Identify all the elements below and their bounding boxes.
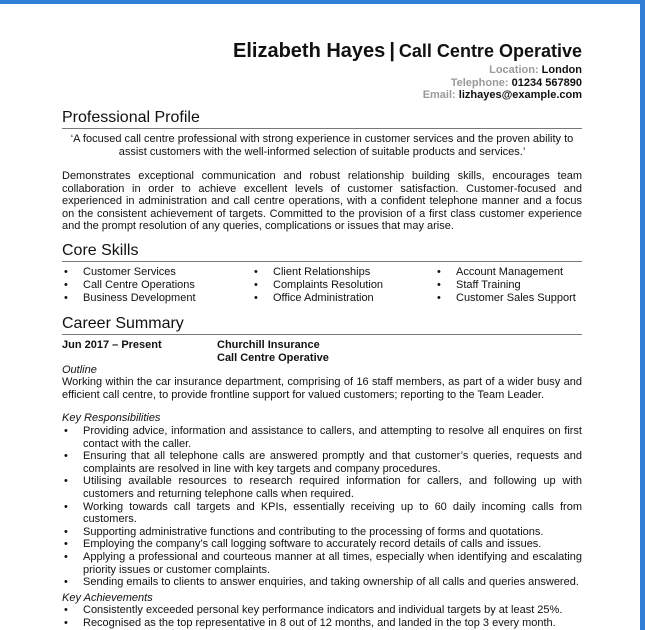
responsibility-item: • Applying a professional and courteous manner at all times, especially when identifying and escalating priority issues or customer complaints. <box>62 551 582 576</box>
page-frame-top <box>0 0 640 4</box>
skill-item: • Customer Services <box>62 266 252 279</box>
responsibility-item: • Employing the company’s call logging software to accurately record details of calls and issues. <box>62 538 582 551</box>
skill-item: • Office Administration <box>252 292 435 305</box>
skill-item: • Call Centre Operations <box>62 279 252 292</box>
skill-item: • Staff Training <box>435 279 582 292</box>
skills-column-3 <box>435 266 582 305</box>
achievement-item: • Recognised as the top representative in 8 out of 12 months, and landed in the top 3 every month. <box>62 617 582 630</box>
job-dates: Jun 2017 – Present <box>62 339 162 351</box>
location-value: London <box>541 64 582 76</box>
location-line <box>62 64 582 77</box>
telephone-label: Telephone: <box>450 76 509 89</box>
achievements-list <box>62 604 582 629</box>
achievements-label: Key Achievements <box>62 592 153 604</box>
skills-list <box>62 266 582 305</box>
responsibilities-label: Key Responsibilities <box>62 412 161 424</box>
section-title-career: Career Summary <box>62 314 582 335</box>
name-separator: | <box>389 40 395 62</box>
responsibilities-list <box>62 425 582 589</box>
responsibility-item: • Sending emails to clients to answer enquiries, and taking ownership of all calls and queries answered. <box>62 576 582 589</box>
skill-item: • Customer Sales Support <box>435 292 582 305</box>
responsibility-item: • Ensuring that all telephone calls are answered promptly and that customer’s queries, requests and complaints are resolved in line with key targets and company procedures. <box>62 450 582 475</box>
outline-label: Outline <box>62 364 97 376</box>
job-position: Call Centre Operative <box>217 351 329 364</box>
email-value: lizhayes@example.com <box>458 89 582 101</box>
skills-column-1 <box>62 266 252 305</box>
outline-text: Working within the car insurance department, comprising of 16 staff members, as part of a wider busy and efficient call centre, to provide frontline support for valued customers; reporting to the Team Leader. <box>62 376 582 401</box>
responsibility-item: • Supporting administrative functions and contributing to the processing of forms and quotations. <box>62 526 582 539</box>
location-label: Location: <box>489 64 539 76</box>
section-title-profile: Professional Profile <box>62 108 582 129</box>
skills-column-2 <box>252 266 435 305</box>
section-title-skills: Core Skills <box>62 241 582 262</box>
responsibility-item: • Providing advice, information and assistance to callers, and attempting to resolve all enquires on first contact with the caller. <box>62 425 582 450</box>
job-employer-block <box>217 339 329 364</box>
responsibility-item: • Utilising available resources to research required information for callers, and following up with customers and returning telephone calls when required. <box>62 475 582 500</box>
skill-item: • Complaints Resolution <box>252 279 435 292</box>
profile-paragraph: Demonstrates exceptional communication and robust relationship building skills, encourages team collaboration in order to achieve excellent levels of customer satisfaction. Customer-focused and experienced in administration and call centre operations, with a confident telephone manner and a focus on the consistent achievement of targets. Committed to the provision of a first class customer experience and the prompt resolution of any queries, complications or issues that may arise. <box>62 170 582 233</box>
skill-item: • Client Relationships <box>252 266 435 279</box>
cv-header <box>62 38 582 102</box>
telephone-value: 01234 567890 <box>511 76 582 89</box>
name-line <box>62 38 582 64</box>
candidate-name: Elizabeth Hayes <box>233 40 386 62</box>
email-line <box>62 89 582 102</box>
skill-item: • Account Management <box>435 266 582 279</box>
profile-quote: ‘A focused call centre professional with strong experience in customer services and the proven ability to assist customers with the well-informed selection of suitable products and services.’ <box>70 133 574 158</box>
telephone-line <box>62 77 582 90</box>
skill-item: • Business Development <box>62 292 252 305</box>
responsibility-item: • Working towards call targets and KPIs, essentially receiving up to 60 daily incoming calls from customers. <box>62 501 582 526</box>
page-frame-right <box>640 0 645 630</box>
achievement-item: • Consistently exceeded personal key performance indicators and individual targets by at least 25%. <box>62 604 582 617</box>
email-label: Email: <box>422 89 456 101</box>
candidate-role: Call Centre Operative <box>398 41 582 61</box>
job-employer: Churchill Insurance <box>217 339 320 351</box>
